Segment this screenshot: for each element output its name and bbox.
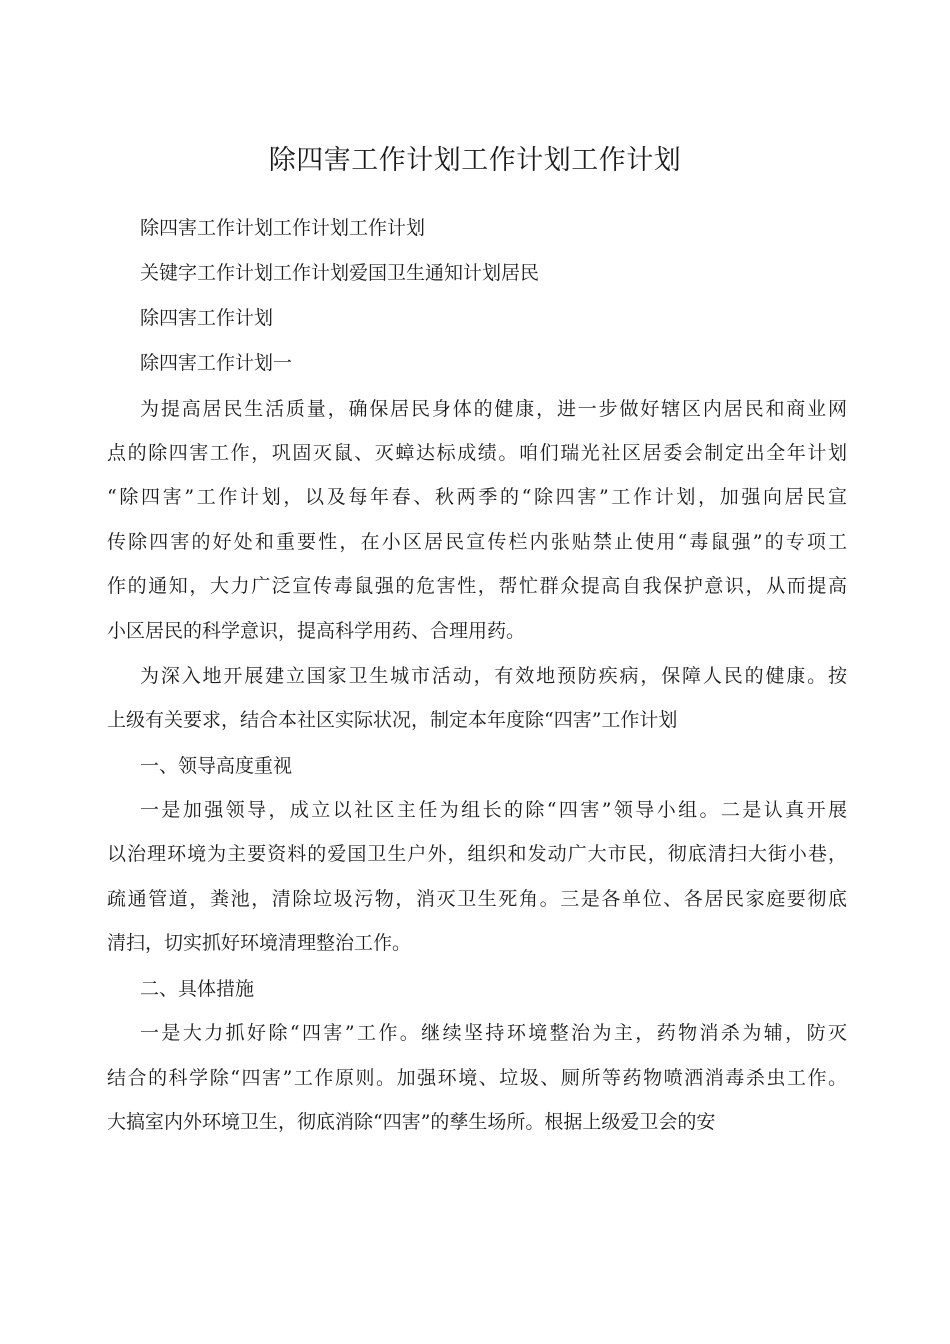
document-title: 除四害工作计划工作计划工作计划 <box>268 145 682 176</box>
section-heading: 除四害工作计划 <box>140 307 274 329</box>
paragraph-line: 为提高居民生活质量，确保居民身体的健康，进一步做好辖区内居民和商业网 <box>140 398 847 420</box>
section-heading: 二、具体措施 <box>140 978 255 1000</box>
paragraph-line: 清扫，切实抓好环境清理整治工作。 <box>107 932 412 954</box>
section-heading: 一、领导高度重视 <box>140 755 293 777</box>
paragraph-line: 一是加强领导，成立以社区主任为组长的除“四害”领导小组。二是认真开展 <box>140 799 847 821</box>
keywords-line: 关键字工作计划工作计划爱国卫生通知计划居民 <box>140 262 540 284</box>
paragraph-line: 传除四害的好处和重要性，在小区居民宣传栏内张贴禁止使用“毒鼠强”的专项工 <box>107 531 847 553</box>
paragraph-line: 点的除四害工作，巩固灭鼠、灭蟑达标成绩。咱们瑞光社区居委会制定出全年计划 <box>107 442 847 464</box>
paragraph-line: 疏通管道，粪池，清除垃圾污物，消灭卫生死角。三是各单位、各居民家庭要彻底 <box>107 888 847 910</box>
paragraph-line: 一是大力抓好除“四害”工作。继续坚持环境整治为主，药物消杀为辅，防灭 <box>140 1022 847 1044</box>
paragraph-line: “除四害”工作计划，以及每年春、秋两季的“除四害”工作计划，加强向居民宣 <box>107 486 847 508</box>
section-heading: 除四害工作计划一 <box>140 352 293 374</box>
paragraph-line: 结合的科学除“四害”工作原则。加强环境、垃圾、厕所等药物喷洒消毒杀虫工作。 <box>107 1067 847 1089</box>
paragraph-line: 小区居民的科学意识，提高科学用药、合理用药。 <box>107 620 526 642</box>
paragraph-line: 作的通知，大力广泛宣传毒鼠强的危害性，帮忙群众提高自我保护意识，从而提高 <box>107 575 847 597</box>
paragraph-line: 以治理环境为主要资料的爱国卫生户外，组织和发动广大市民，彻底清扫大街小巷， <box>107 843 847 865</box>
paragraph-line: 为深入地开展建立国家卫生城市活动，有效地预防疾病，保障人民的健康。按 <box>140 665 847 687</box>
paragraph-line: 上级有关要求，结合本社区实际状况，制定本年度除“四害”工作计划 <box>107 709 678 731</box>
subtitle-line: 除四害工作计划工作计划工作计划 <box>140 217 426 239</box>
paragraph-line: 大搞室内外环境卫生，彻底消除“四害”的孳生场所。根据上级爱卫会的安 <box>107 1111 716 1133</box>
